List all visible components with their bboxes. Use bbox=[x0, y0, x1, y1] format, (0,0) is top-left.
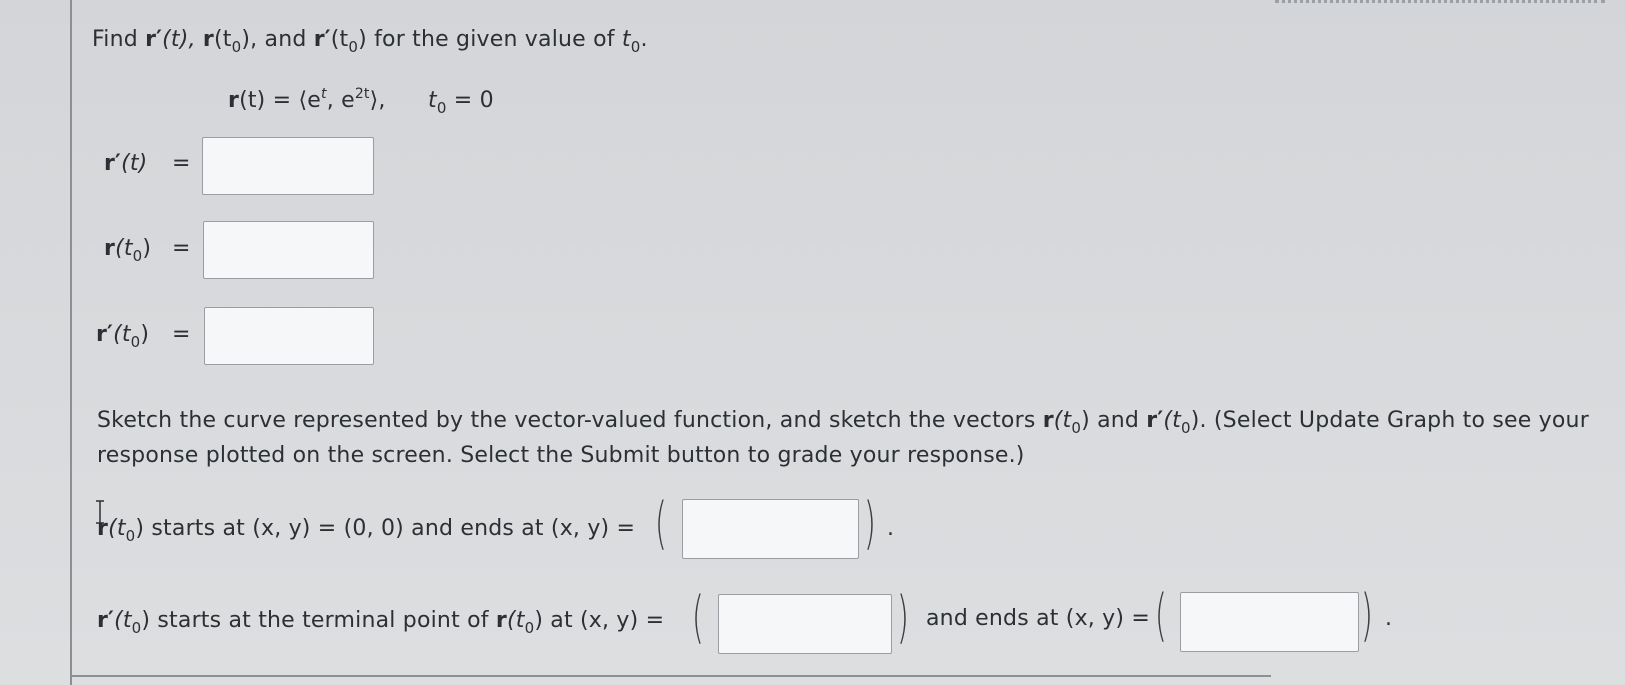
rprime-t-label-r: r′ bbox=[104, 151, 122, 176]
sketch-sub: 0 bbox=[1071, 419, 1082, 437]
prompt-end: ) for the given value of bbox=[358, 27, 622, 52]
rprime-t0-label-rest: (t bbox=[113, 322, 131, 347]
sketch-a: Sketch the curve represented by the vector-valued function, and sketch the vectors bbox=[97, 408, 1043, 433]
right-paren-1: ) bbox=[863, 491, 876, 556]
vector-rp-sub: 0 bbox=[131, 619, 142, 637]
right-paren-3: ) bbox=[1360, 583, 1373, 648]
func-close: ⟩, bbox=[369, 88, 386, 113]
sketch-sub2: 0 bbox=[1180, 419, 1191, 437]
func-r: r bbox=[228, 88, 240, 113]
prompt-rprime: r′ bbox=[145, 27, 163, 52]
r-t0-end-point-input[interactable] bbox=[682, 499, 859, 559]
sketch-b: (t bbox=[1053, 408, 1072, 433]
r-t0-label bbox=[104, 236, 151, 265]
func-exp2: 2t bbox=[354, 86, 370, 102]
vector-r-r: r bbox=[97, 516, 109, 541]
sketch-d: (t bbox=[1163, 408, 1181, 433]
vector-r-statement bbox=[97, 516, 635, 545]
function-definition bbox=[228, 86, 494, 117]
vector-r-sub: 0 bbox=[125, 527, 136, 545]
r-t0-label-r: r bbox=[104, 236, 116, 261]
prompt-sub: 0 bbox=[231, 38, 242, 56]
r-t0-sub: 0 bbox=[132, 247, 143, 265]
prompt-find: Find bbox=[92, 27, 138, 52]
prompt-period: . bbox=[640, 27, 648, 52]
prompt-t0-var: t bbox=[621, 27, 631, 52]
prompt-t: (t), bbox=[162, 27, 203, 52]
r-t0-label-rest: (t bbox=[115, 236, 133, 261]
question-prompt bbox=[92, 27, 648, 56]
prompt-t0: (t bbox=[213, 27, 232, 52]
prompt-rprime-2: r′ bbox=[313, 27, 331, 52]
func-comma: , e bbox=[326, 88, 355, 113]
rprime-t-equals: = bbox=[172, 151, 191, 176]
rprime-t0-label-r: r′ bbox=[96, 322, 114, 347]
rprime-t0-input[interactable] bbox=[204, 307, 374, 365]
vector-rp-period: . bbox=[1385, 606, 1393, 631]
left-paren-2: ( bbox=[691, 585, 704, 650]
vector-rp-r: r bbox=[495, 608, 507, 633]
func-exp1: t bbox=[321, 86, 327, 102]
rprime-t0-equals: = bbox=[172, 322, 191, 347]
left-paren-3: ( bbox=[1154, 583, 1167, 648]
vector-rp-rest: (t bbox=[114, 608, 132, 633]
bottom-divider bbox=[71, 675, 1271, 677]
prompt-t0-2: (t bbox=[330, 27, 349, 52]
sketch-instructions-line1 bbox=[97, 408, 1589, 437]
prompt-r: r bbox=[202, 27, 214, 52]
sketch-e: ). (Select Update Graph to see your bbox=[1190, 408, 1589, 433]
r-t0-equals: = bbox=[172, 236, 191, 261]
rprime-t0-label bbox=[96, 322, 149, 351]
func-t0-sub: 0 bbox=[436, 99, 447, 117]
sketch-rp: r′ bbox=[1146, 408, 1164, 433]
right-paren-2: ) bbox=[896, 585, 909, 650]
left-paren-1: ( bbox=[654, 491, 667, 556]
r-t0-input[interactable] bbox=[203, 221, 374, 279]
sketch-instructions-line2: response plotted on the screen. Select the Submit button to grade your response.) bbox=[97, 443, 1025, 468]
vector-rp-text-c: and ends at (x, y) = bbox=[926, 606, 1150, 631]
sketch-r: r bbox=[1042, 408, 1054, 433]
vector-rp-rp: r′ bbox=[97, 608, 115, 633]
rprime-t0-end-point-input[interactable] bbox=[1180, 592, 1359, 652]
sketch-c: ) and bbox=[1081, 408, 1147, 433]
vector-rprime-statement bbox=[97, 608, 664, 637]
rprime-t-label-rest: (t) bbox=[121, 151, 148, 176]
rprime-t0-sub: 0 bbox=[130, 333, 141, 351]
prompt-mid: ), and bbox=[241, 27, 314, 52]
func-lhs: (t) = ⟨e bbox=[239, 88, 321, 113]
vector-rp-text-b: ) at (x, y) = bbox=[534, 608, 665, 633]
vector-r-period: . bbox=[887, 516, 895, 541]
r-t0-close: ) bbox=[142, 236, 152, 261]
prompt-sub-2: 0 bbox=[348, 38, 359, 56]
vector-rp-rest2: (t bbox=[506, 608, 525, 633]
rprime-t-input[interactable] bbox=[202, 137, 374, 195]
top-dotted-border bbox=[1275, 0, 1605, 7]
vector-rp-sub2: 0 bbox=[524, 619, 535, 637]
prompt-sub-3: 0 bbox=[630, 38, 641, 56]
rprime-t-label bbox=[104, 151, 147, 176]
vector-rp-text-a: ) starts at the terminal point of bbox=[141, 608, 496, 633]
rprime-t0-start-point-input[interactable] bbox=[718, 594, 892, 654]
func-t0-val: = 0 bbox=[446, 88, 494, 113]
vector-r-text: ) starts at (x, y) = (0, 0) and ends at (x, y) = bbox=[135, 516, 636, 541]
func-t0: t bbox=[428, 88, 437, 113]
rprime-t0-close: ) bbox=[140, 322, 150, 347]
vector-r-rest: (t bbox=[108, 516, 126, 541]
